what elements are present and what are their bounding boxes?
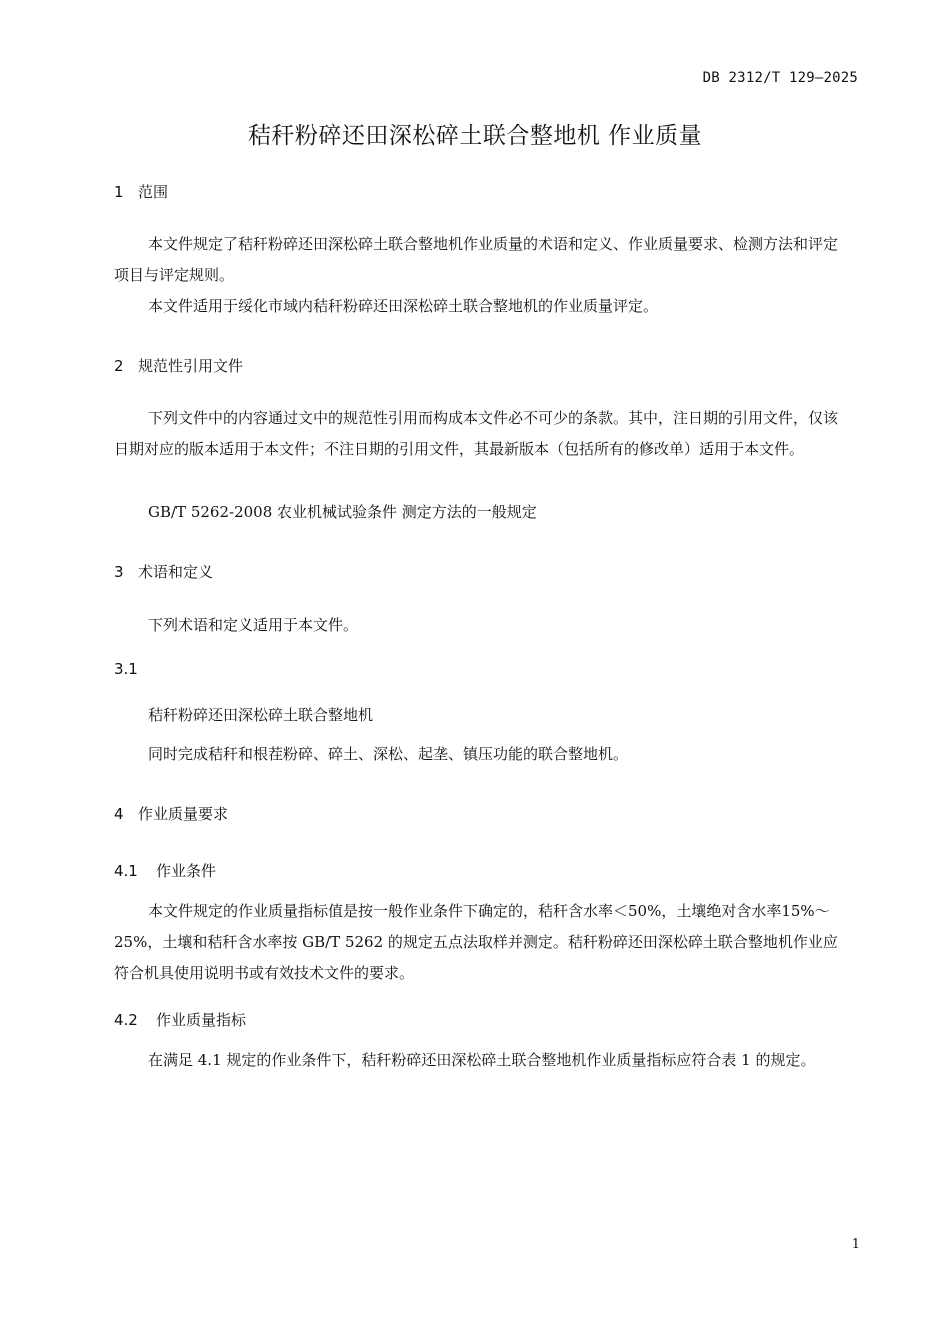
paragraph-text: 在满足 4.1 规定的作业条件下，秸秆粉碎还田深松碎土联合整地机作业质量指标应符合表 1 的规定。 — [148, 1051, 816, 1069]
paragraph-text: 同时完成秸秆和根茬粉碎、碎土、深松、起垄、镇压功能的联合整地机。 — [148, 745, 629, 763]
paragraph-text: 下列文件中的内容通过文中的规范性引用而构成本文件必不可少的条款。其中，注日期的引用文件，仅该日期对应的版本适用于本文件；不注日期的引用文件，其最新版本（包括所有的修改单）适用于本文件。 — [114, 409, 839, 458]
page-number: 1 — [851, 1237, 860, 1252]
paragraph-text: 本文件规定的作业质量指标值是按一般作业条件下确定的，秸秆含水率＜50%，土壤绝对含水率15%～25%，土壤和秸秆含水率按 GB/T 5262 的规定五点法取样并测定。秸秆粉碎还田深松碎土联合整地机作业应符合机具使用说明书或有效技术文件的要求。 — [114, 902, 838, 982]
document-title: 秸秆粉碎还田深松碎土联合整地机 作业质量 — [247, 123, 703, 149]
section-number: 4 — [114, 805, 124, 823]
section-title: 规范性引用文件 — [138, 357, 244, 375]
subsection-4-1-heading — [114, 860, 216, 881]
section-1-heading — [114, 181, 168, 202]
term-name: 秸秆粉碎还田深松碎土联合整地机 — [148, 706, 374, 724]
paragraph-text: 本文件规定了秸秆粉碎还田深松碎土联合整地机作业质量的术语和定义、作业质量要求、检测方法和评定项目与评定规则。 — [114, 235, 839, 284]
section-3-paragraph-1 — [114, 610, 850, 641]
term-definition — [114, 739, 850, 770]
subsection-4-2-heading — [114, 1009, 246, 1030]
subsection-number: 4.2 — [114, 1011, 138, 1029]
section-1-paragraph-1 — [114, 229, 850, 291]
section-3-heading — [114, 561, 213, 582]
section-number: 2 — [114, 357, 124, 375]
normative-reference — [114, 497, 850, 528]
document-code: DB 2312/T 129—2025 — [702, 70, 858, 86]
subsection-4-1-paragraph — [114, 896, 850, 989]
subsection-4-2-paragraph — [114, 1045, 850, 1076]
paragraph-text: 下列术语和定义适用于本文件。 — [148, 616, 359, 634]
section-4-heading — [114, 803, 228, 824]
subsection-number: 4.1 — [114, 862, 138, 880]
section-2-heading — [114, 355, 243, 376]
section-2-paragraph-1 — [114, 403, 850, 465]
section-title: 作业质量要求 — [138, 805, 229, 823]
subsection-title: 作业条件 — [156, 862, 217, 880]
paragraph-text: 本文件适用于绥化市域内秸秆粉碎还田深松碎土联合整地机的作业质量评定。 — [148, 297, 659, 315]
subsection-3-1-number — [114, 660, 138, 678]
reference-text: GB/T 5262-2008 农业机械试验条件 测定方法的一般规定 — [148, 503, 537, 521]
section-title: 术语和定义 — [138, 563, 214, 581]
section-number: 1 — [114, 183, 124, 201]
subsection-title: 作业质量指标 — [156, 1011, 247, 1029]
subsection-number: 3.1 — [114, 660, 138, 678]
section-number: 3 — [114, 563, 124, 581]
section-title: 范围 — [138, 183, 169, 201]
section-1-paragraph-2 — [114, 291, 850, 322]
